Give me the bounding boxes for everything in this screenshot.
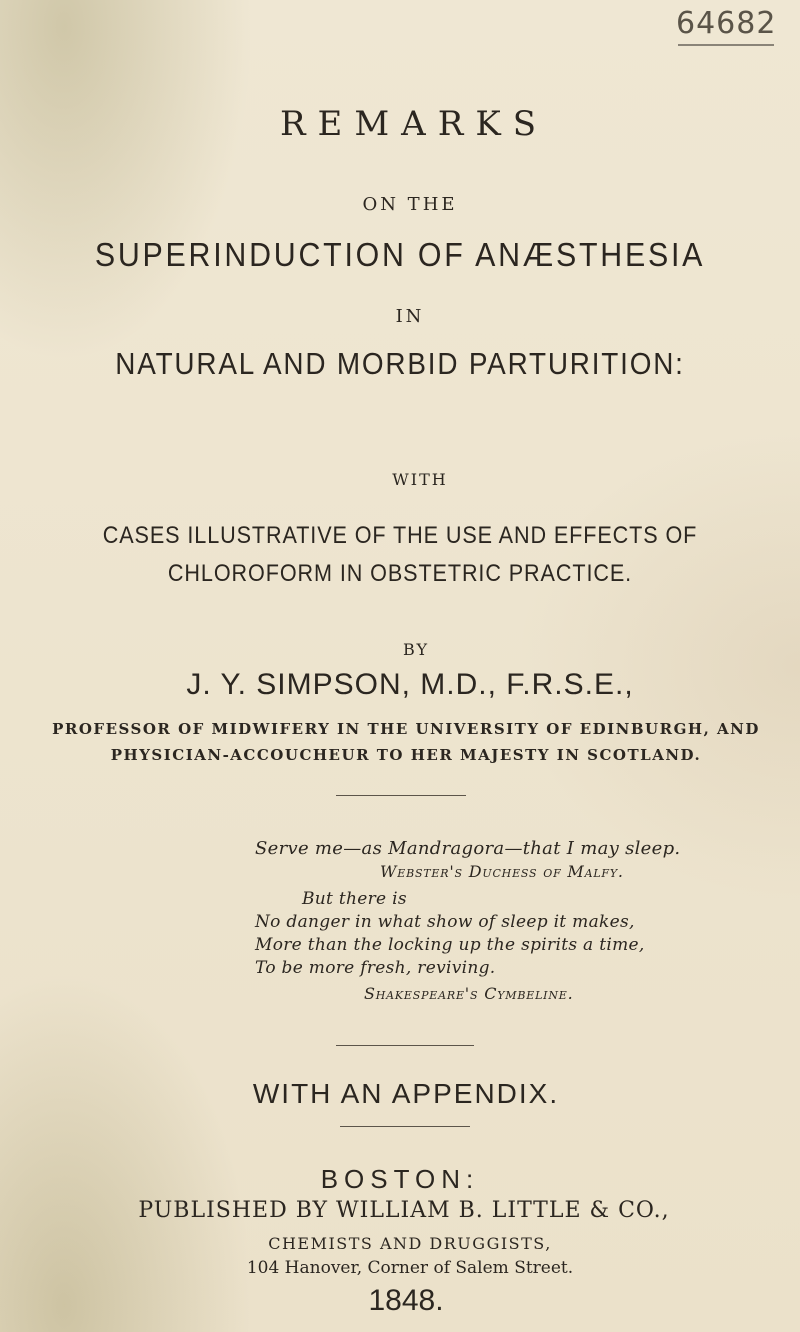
- epigraph-quote-1: Serve me—as Mandragora—that I may sleep.: [255, 838, 681, 859]
- title-subject: SUPERINDUCTION OF ANÆSTHESIA: [94, 236, 706, 273]
- epigraph-quote-2-line: No danger in what show of sleep it makes,: [255, 912, 635, 932]
- divider-rule: [336, 795, 466, 796]
- divider-rule: [336, 1045, 474, 1046]
- title-remarks: REMARKS: [279, 104, 549, 144]
- epigraph-source-1: Webster's Duchess of Malfy.: [380, 862, 624, 881]
- title-on-the: ON THE: [362, 194, 458, 215]
- imprint-trade: CHEMISTS AND DRUGGISTS,: [268, 1234, 552, 1253]
- epigraph-source-2: Shakespeare's Cymbeline.: [364, 984, 574, 1003]
- imprint-city: BOSTON:: [320, 1164, 480, 1194]
- author-position-line2: PHYSICIAN-ACCOUCHEUR TO HER MAJESTY IN SCOTLAND.: [110, 746, 702, 764]
- author-position-line1: PROFESSOR OF MIDWIFERY IN THE UNIVERSITY OF EDINBURGH, AND: [52, 720, 760, 738]
- title-cases-line1: CASES ILLUSTRATIVE OF THE USE AND EFFECTS OF: [102, 522, 698, 549]
- imprint-publisher: PUBLISHED BY WILLIAM B. LITTLE & CO.,: [138, 1198, 670, 1223]
- title-in: IN: [395, 306, 425, 327]
- title-cases-line2: CHLOROFORM IN OBSTETRIC PRACTICE.: [167, 560, 633, 587]
- shelfmark-underline: [678, 44, 774, 46]
- imprint-address: 104 Hanover, Corner of Salem Street.: [246, 1258, 574, 1278]
- epigraph-quote-2-line: To be more fresh, reviving.: [255, 958, 496, 978]
- epigraph-quote-2-line: More than the locking up the spirits a time,: [255, 935, 645, 955]
- divider-rule: [340, 1126, 470, 1127]
- imprint-year: 1848.: [368, 1284, 444, 1317]
- handwritten-shelfmark: 64682: [676, 6, 777, 41]
- author-name: J. Y. SIMPSON, M.D., F.R.S.E.,: [186, 668, 634, 701]
- byline-by: BY: [402, 640, 430, 659]
- title-with: WITH: [392, 470, 448, 489]
- epigraph-quote-2-line: But there is: [302, 889, 407, 909]
- appendix-note: WITH AN APPENDIX.: [252, 1078, 560, 1109]
- title-context: NATURAL AND MORBID PARTURITION:: [115, 346, 685, 381]
